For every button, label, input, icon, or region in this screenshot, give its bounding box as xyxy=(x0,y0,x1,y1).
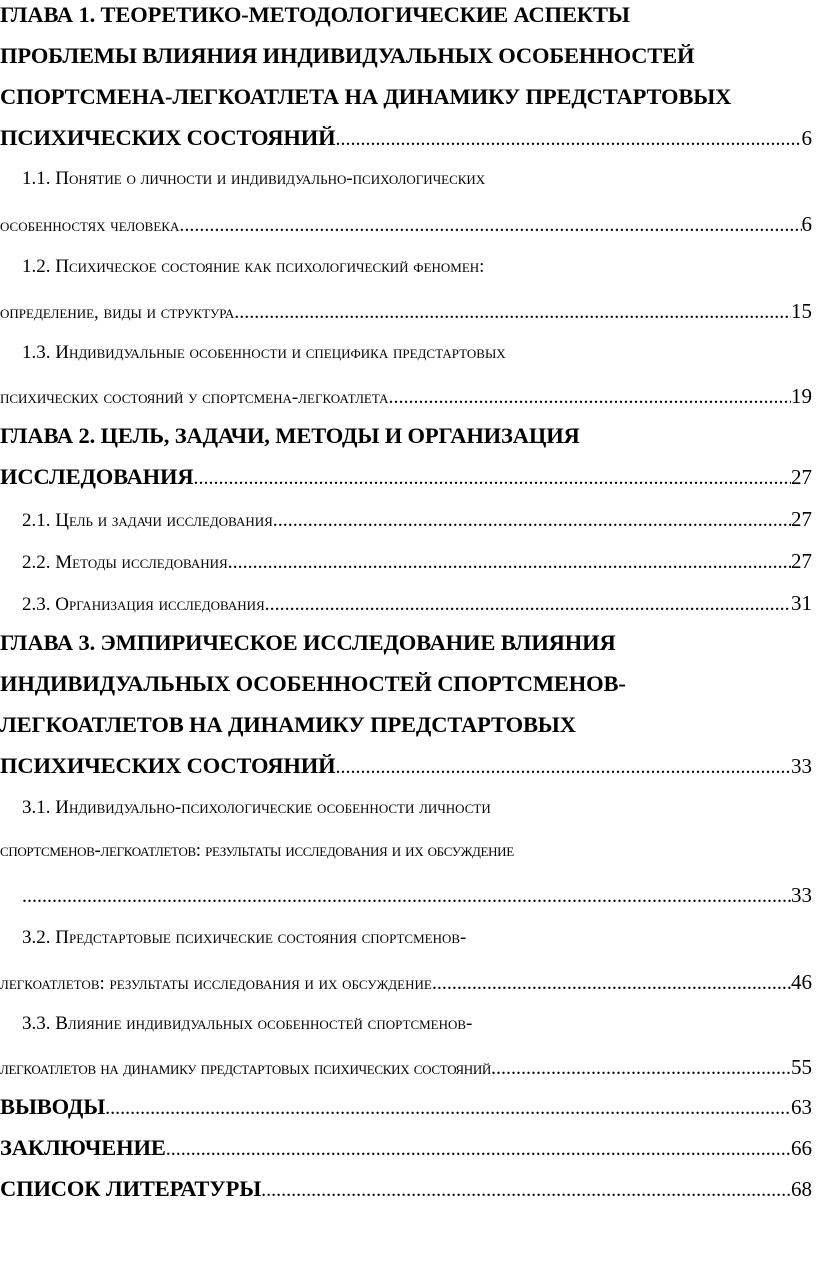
toc-entry-text: легкоатлетов на динамику предстартовых психических состояний xyxy=(0,1058,492,1079)
toc-entry-text: ЛЕГКОАТЛЕТОВ НА ДИНАМИКУ ПРЕДСТАРТОВЫХ xyxy=(0,712,576,737)
page-number: 27 xyxy=(791,549,812,573)
toc-section-1-2-line-1 xyxy=(0,256,812,296)
page-number: 31 xyxy=(791,591,812,615)
toc-chapter-3-line-4 xyxy=(0,753,812,793)
page-number: 27 xyxy=(791,507,812,531)
toc-entry-text: ГЛАВА 1. ТЕОРЕТИКО-МЕТОДОЛОГИЧЕСКИЕ АСПЕКТЫ xyxy=(0,2,630,27)
toc-section-2-1 xyxy=(0,507,812,547)
toc-chapter-3-line-1 xyxy=(0,630,812,670)
toc-entry-text: 3.3. Влияние индивидуальных особенностей спортсменов- xyxy=(22,1013,473,1034)
toc-entry-text: 1.2. Психическое состояние как психологический феномен: xyxy=(22,256,485,277)
dot-leader xyxy=(22,885,791,908)
toc-section-2-3 xyxy=(0,591,812,631)
toc-entry-text: ЗАКЛЮЧЕНИЕ xyxy=(0,1135,166,1160)
toc-entry-text: спортсменов-легкоатлетов: результаты исследования и их обсуждение xyxy=(0,840,514,861)
page-number: 6 xyxy=(801,212,812,236)
toc-entry-text: 3.1. Индивидуально-психологические особенности личности xyxy=(22,797,491,818)
toc-entry-text: 3.2. Предстартовые психические состояния спортсменов- xyxy=(22,927,467,948)
dot-leader xyxy=(335,756,791,779)
toc-entry-text: особенностях человека xyxy=(0,215,180,236)
toc-section-3-1-line-1 xyxy=(0,797,812,837)
toc-section-1-1-line-2 xyxy=(0,212,812,252)
toc-section-1-3-line-2 xyxy=(0,384,812,424)
dot-leader xyxy=(389,386,791,409)
dot-leader xyxy=(432,972,791,995)
page-number: 66 xyxy=(791,1136,812,1160)
toc-entry-text: легкоатлетов: результаты исследования и их обсуждение xyxy=(0,973,432,994)
toc-entry-text: ПСИХИЧЕСКИХ СОСТОЯНИЙ xyxy=(0,125,336,150)
toc-chapter-1-line-1 xyxy=(0,2,812,42)
page-number: 46 xyxy=(791,970,812,994)
page-number: 55 xyxy=(791,1055,812,1079)
dot-leader xyxy=(261,1179,791,1202)
dot-leader xyxy=(228,551,791,574)
toc-entry-text: ПСИХИЧЕСКИХ СОСТОЯНИЙ xyxy=(0,753,336,778)
page-number: 63 xyxy=(791,1095,812,1119)
toc-closing xyxy=(0,1135,812,1175)
toc-section-2-2 xyxy=(0,549,812,589)
toc-entry-text: ВЫВОДЫ xyxy=(0,1094,106,1119)
dot-leader xyxy=(335,128,801,151)
page-number: 33 xyxy=(791,754,812,778)
toc-entry-text: ИССЛЕДОВАНИЯ xyxy=(0,464,194,489)
toc-entry-text: ПРОБЛЕМЫ ВЛИЯНИЯ ИНДИВИДУАЛЬНЫХ ОСОБЕННОСТЕЙ xyxy=(0,43,695,68)
toc-conclusions xyxy=(0,1094,812,1134)
page-number: 33 xyxy=(791,883,812,907)
dot-leader xyxy=(105,1097,791,1120)
toc-entry-text: определение, виды и структура xyxy=(0,302,235,323)
toc-entry-text: ИНДИВИДУАЛЬНЫХ ОСОБЕННОСТЕЙ СПОРТСМЕНОВ- xyxy=(0,671,626,696)
toc-entry-text: СПИСОК ЛИТЕРАТУРЫ xyxy=(0,1176,262,1201)
toc-section-3-2-line-2 xyxy=(0,970,812,1010)
toc-section-3-1-line-2 xyxy=(0,840,812,880)
toc-entry-text: 1.3. Индивидуальные особенности и специфика предстартовых xyxy=(22,342,506,363)
dot-leader xyxy=(193,467,791,490)
dot-leader xyxy=(273,509,791,532)
toc-chapter-1-line-3 xyxy=(0,84,812,124)
toc-entry-text: 2.3. Организация исследования xyxy=(22,594,265,615)
toc-entry-text: 2.1. Цель и задачи исследования xyxy=(22,510,273,531)
toc-section-3-3-line-1 xyxy=(0,1013,812,1053)
toc-chapter-3-line-2 xyxy=(0,671,812,711)
toc-section-1-1-line-1 xyxy=(0,168,812,208)
page-number: 68 xyxy=(791,1177,812,1201)
toc-entry-text: ГЛАВА 2. ЦЕЛЬ, ЗАДАЧИ, МЕТОДЫ И ОРГАНИЗАЦИЯ xyxy=(0,423,580,448)
toc-entry-text: ГЛАВА 3. ЭМПИРИЧЕСКОЕ ИССЛЕДОВАНИЕ ВЛИЯНИЯ xyxy=(0,630,616,655)
toc-entry-text: 2.2. Методы исследования xyxy=(22,552,228,573)
page-number: 15 xyxy=(791,299,812,323)
dot-leader xyxy=(166,1138,791,1161)
dot-leader xyxy=(179,214,801,237)
toc-entry-text: СПОРТСМЕНА-ЛЕГКОАТЛЕТА НА ДИНАМИКУ ПРЕДСТАРТОВЫХ xyxy=(0,84,732,109)
toc-section-1-2-line-2 xyxy=(0,299,812,339)
dot-leader xyxy=(234,301,791,324)
toc-references xyxy=(0,1176,812,1216)
toc-chapter-2-line-2 xyxy=(0,464,812,504)
toc-chapter-1-line-2 xyxy=(0,43,812,83)
toc-section-3-2-line-1 xyxy=(0,927,812,967)
toc-entry-text: психических состояний у спортсмена-легкоатлета xyxy=(0,387,389,408)
page-number: 19 xyxy=(791,384,812,408)
toc-entry-text: 1.1. Понятие о личности и индивидуально-психологических xyxy=(22,168,486,189)
dot-leader xyxy=(491,1057,791,1080)
toc-section-1-3-line-1 xyxy=(0,342,812,382)
page-number: 6 xyxy=(801,126,812,150)
toc-section-3-1-line-3 xyxy=(0,883,812,923)
toc-chapter-1-line-4 xyxy=(0,125,812,165)
page-number: 27 xyxy=(791,465,812,489)
toc-chapter-2-line-1 xyxy=(0,423,812,463)
toc-section-3-3-line-2 xyxy=(0,1055,812,1095)
toc-chapter-3-line-3 xyxy=(0,712,812,752)
dot-leader xyxy=(265,593,791,616)
